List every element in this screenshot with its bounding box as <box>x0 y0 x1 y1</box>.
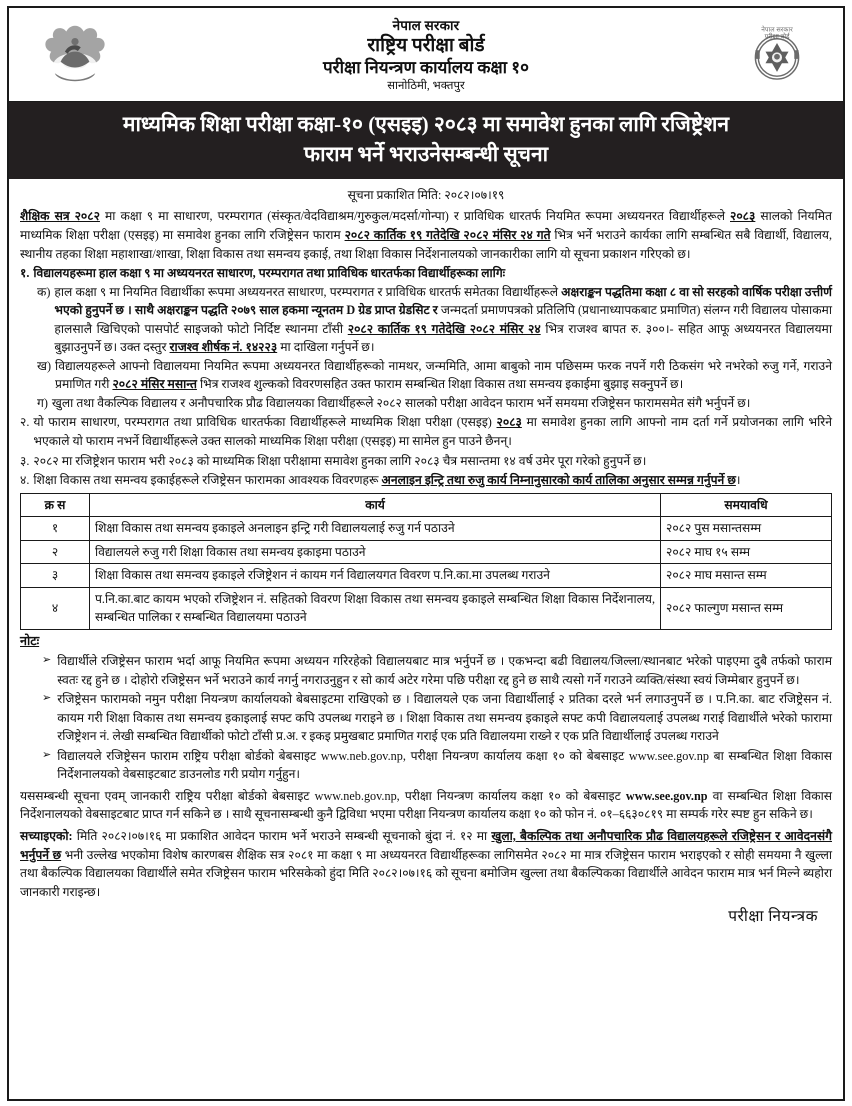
notice-title-line-1: माध्यमिक शिक्षा परीक्षा कक्षा-१० (एसइइ) २०८३ मा समावेश हुनका लागि रजिष्ट्रेशन <box>122 112 730 136</box>
sub-ka-text-2: जन्मदर्ता प्रमाणपत्रको प्रतिलिपि (प्रधानाध्यापकबाट प्रमाणित) संलग्न गरी विद्यालय पोसाकमा हालसालै खिचिएको पासपोर्ट साइजको फोटो निर्दिष्ट स्थानमा टाँसी <box>54 303 832 336</box>
document-masthead <box>9 8 843 102</box>
point-1-sub-ga <box>20 394 832 413</box>
svg-text:परीक्षा बोर्ड: परीक्षा बोर्ड <box>764 33 790 41</box>
sub-ka-bold-1: अक्षराङ्कन पद्धतिमा कक्षा ८ वा सो सरहको वार्षिक परीक्षा उत्तीर्ण भएको हुनुपर्ने छ । साथै अक्षराङ्कन पद्धति २०७९ साल हकमा न्यूनतम D ग्रेड प्राप्त ग्रेडसिट र <box>54 284 832 318</box>
notice-title-line-2: फाराम भर्ने भराउनेसम्बन्धी सूचना <box>303 142 549 167</box>
row-3-timeline: २०८२ माघ मसान्त सम्म <box>661 564 832 588</box>
sub-ga-text: खुला तथा वैकल्पिक विद्यालय र अनौपचारिक प्रौढ विद्यालयका विद्यार्थीहरूले २०८२ सालको परीक्षा आवेदन फाराम भर्ने समयमा रजिष्ट्रेसन फारामसमेत संगै भर्नुपर्ने छ। <box>51 395 751 410</box>
intro-year-highlight: २०८३ <box>730 209 756 224</box>
point-3 <box>20 452 832 471</box>
sub-ka-text-4: मा दाखिला गर्नुपर्ने छ। <box>277 340 375 355</box>
point-2 <box>20 413 832 450</box>
table-row <box>21 587 832 629</box>
row-2-timeline: २०८२ माघ १५ सम्म <box>661 540 832 564</box>
publish-date: सूचना प्रकाशित मिति: २०८२।०७।१९ <box>347 187 505 202</box>
row-3-task: शिक्षा विकास तथा समन्वय इकाइले रजिष्ट्रेशन नं कायम गर्न विद्यालयगत विवरण प.नि.का.मा उपलब्ध गराउने <box>90 564 661 588</box>
note-item-1-text: विद्यार्थीले रजिष्ट्रेसन फाराम भर्दा आफू नियमित रूपमा अध्ययन गरिरहेको विद्यालयबाट मात्र भर्नुपर्ने छ । एकभन्दा बढी विद्यालय/जिल्ला/स्थानबाट भरेको पाइएमा दुबै तर्फको फाराम स्वतः रद्द हुने छ । दोहोरो रजिष्ट्रेसन भर्ने भराउने कार्य नगर्नु नगराउनुहुन र सो कार्य अटेर गरेमा पछि परीक्षा रद्द हुने छ साथै त्यसो गर्ने गराउने व्यक्ति/संस्था स्वयं जिम्मेबार हुनुपर्ने छ। <box>57 654 832 687</box>
sub-kha-deadline: २०८२ मंसिर मसान्त <box>112 377 197 392</box>
intro-paragraph <box>20 207 832 263</box>
column-header-sn: क्र स <box>21 493 90 517</box>
row-2-sn: २ <box>21 540 90 564</box>
table-row <box>21 564 832 588</box>
point-2-text <box>33 413 832 450</box>
note-item-3 <box>20 747 832 784</box>
sub-ka-marker: क) <box>37 284 51 299</box>
note-item-1 <box>20 652 832 689</box>
point-4-text-2: । <box>735 473 741 488</box>
intro-text-3: भित्र भर्ने भराउने कार्यका लागि सम्बन्धित सबै विद्यार्थी, विद्यालय, स्थानीय तहका शिक्षा महाशाखा/शाखा, शिक्षा विकास तथा समन्वय इकाई, तथा शिक्षा विकास निर्देशनालयको जानकारीका लागि यो सूचना प्रकाशन गरिएको छ। <box>20 227 832 261</box>
table-row <box>21 517 832 541</box>
point-3-number: ३. <box>20 453 30 468</box>
neb-website-url: www.neb.gov.np <box>314 788 397 803</box>
see-website-url: www.see.gov.np <box>625 788 708 803</box>
point-2-text-1: यो फाराम साधारण, परम्परागत तथा प्राविधिक धारतर्फका विद्यार्थीहरूले माध्यमिक शिक्षा परीक्षा (एसइइ) <box>33 415 497 430</box>
correction-text-2: भनी उल्लेख भएकोमा विशेष कारणबस शैक्षिक सत्र २०८१ मा कक्षा ९ मा अध्ययनरत विद्यार्थीहरूका लागिसमेत २०८२ मा मात्र रजिष्ट्रेसन फाराम भराइएको र सोही समयमा नै खुल्ला तथा बैकल्पिक विद्यालयका विद्यार्थीले समेत रजिष्ट्रेसन फाराम भरिसकेको हुंदा मिति २०८२।०७।१६ को सूचना बमोजिम खुल्ला तथा बैकल्पिकका विद्यार्थीले आवेदन फाराम मात्र भर्न मिल्ने ब्यहोरा जानकारी गराइन्छ। <box>20 847 832 899</box>
row-4-task: प.नि.का.बाट कायम भएको रजिष्ट्रेशन नं. सहितको विवरण शिक्षा विकास तथा समन्वय इकाइले सम्बन्धित शिक्षा विकास निर्देशनालय, सम्बन्धित पालिका र सम्बन्धित विद्यालयमा पठाउने <box>90 587 661 629</box>
point-4-highlight: अनलाइन इन्ट्रि तथा रुजु कार्य निम्नानुसारको कार्य तालिका अनुसार सम्मन्न गर्नुपर्ने छ <box>381 473 736 488</box>
table-row <box>21 540 832 564</box>
note-item-2 <box>20 690 832 746</box>
bullet-arrow-icon: ➢ <box>42 692 52 705</box>
point-2-text-2: मा समावेश हुनका लागि आफ्नो नाम दर्ता गर्ने प्रयोजनका लागि भरिने भएकाले यो फाराम नभर्ने विद्यार्थीहरूले उक्त सालको माध्यमिक शिक्षा परीक्षा (एसइइ) मा सामेल हुन पाउने छैनन्। <box>33 415 832 448</box>
sub-ga-marker: ग) <box>37 395 48 410</box>
point-4-number: ४. <box>20 473 30 488</box>
contact-text-1: यससम्बन्धी सूचना एवम् जानकारी राष्ट्रिय परीक्षा बोर्डको बेबसाइट <box>20 788 315 803</box>
point-1-text: विद्यालयहरूमा हाल कक्षा ९ मा अध्ययनरत साधारण, परम्परागत तथा प्राविधिक धारतर्फका विद्यार्थीहरूका लागिः <box>33 266 506 281</box>
intro-text-2: सालको नियमित माध्यमिक शिक्षा परीक्षा (एसइइ) मा समावेश हुनका लागि रजिष्ट्रेसन फाराम <box>20 209 833 242</box>
point-1-sub-ka <box>20 283 832 357</box>
notice-title-banner <box>9 102 843 179</box>
national-examination-board-logo <box>721 20 833 92</box>
row-1-sn: १ <box>21 517 90 541</box>
row-3-sn: ३ <box>21 564 90 588</box>
sub-ka-text-1: हाल कक्षा ९ मा नियमित विद्यार्थीका रूपमा अध्ययनरत साधारण, परम्परागत र प्राविधिक धारतर्फ समेतका विद्यार्थीहरूले <box>54 284 562 299</box>
contact-paragraph <box>20 787 832 824</box>
table-header-row <box>21 493 832 517</box>
intro-session-highlight: शैक्षिक सत्र २०८२ <box>20 209 100 224</box>
column-header-task: कार्य <box>90 493 661 517</box>
masthead-titles <box>131 18 721 94</box>
sub-ka-text <box>54 283 832 357</box>
signatory-title: परीक्षा नियन्त्रक <box>728 908 818 926</box>
intro-text-1: मा कक्षा ९ मा साधारण, परम्परागत (संस्कृत/वेदविद्याश्रम/गुरुकुल/मदर्सा/गोन्पा) र प्राविधिक धारतर्फ नियमित रूपमा अध्ययनरत विद्यार्थीहरूले <box>99 209 730 224</box>
sub-kha-text <box>55 357 832 394</box>
sub-kha-text-2: भित्र राजश्व शुल्कको विवरणसहित उक्त फाराम सम्बन्धित शिक्षा विकास तथा समन्वय इकाईमा बुझाइ सक्नुपर्ने छ। <box>196 377 684 392</box>
point-4 <box>20 471 832 490</box>
note-item-3-text: विद्यालयले रजिष्ट्रेसन फाराम राष्ट्रिय परीक्षा बोर्डको बेबसाइट www.neb.gov.np, परीक्षा नियन्त्रण कार्यालय कक्षा १० को बेबसाइट www.see.gov.np बा सम्बन्धित शिक्षा विकास निर्देशनालयको वेबसाइटबाट डाउनलोड गरी प्रयोग गर्नुहुन। <box>57 748 832 782</box>
point-2-number: २. <box>20 415 30 430</box>
notice-body <box>9 179 843 1099</box>
row-2-task: विद्यालयले रुजु गरी शिक्षा विकास तथा समन्वय इकाइमा पठाउने <box>90 540 661 564</box>
contact-text-3: वा सम्बन्धित शिक्षा विकास निर्देशनालयको वेबसाइटबाट प्राप्त गर्न सकिने छ । साथै सूचनासम्बन्धी कुनै द्विविधा भएमा परीक्षा नियन्त्रण कार्यालय कक्षा १० को फोन नं. ०१–६६३०८१९ मा सम्पर्क गरेर स्पष्ट हुन सकिने छ। <box>20 788 832 822</box>
correction-quoted-clause: खुला, बैकल्पिक तथा अनौपचारिक प्रौढ विद्यालयहरूले रजिष्ट्रेसन र आवेदनसंगै भर्नुपर्ने छ <box>20 828 832 862</box>
org-name-board: राष्ट्रिय परीक्षा बोर्ड <box>367 34 485 56</box>
org-name-government: नेपाल सरकार <box>392 18 460 34</box>
bullet-arrow-icon: ➢ <box>42 748 52 761</box>
point-3-text: २०८२ मा रजिष्ट्रेशन फाराम भरी २०८३ को माध्यमिक शिक्षा परीक्षामा समावेश हुनका लागि २०८३ चैत्र मसान्तमा १४ वर्ष उमेर पूरा गरेको हुनुपर्ने छ। <box>33 453 647 468</box>
point-4-text <box>33 471 832 490</box>
point-4-text-1: शिक्षा विकास तथा समन्वय इकाईहरूले रजिष्ट्रेसन फारामका आवश्यक विवरणहरू <box>33 473 382 488</box>
correction-label: सच्याइएको: <box>20 828 73 843</box>
sub-kha-text-1: विद्यालयहरूले आफ्नो विद्यालयमा नियमित रूपमा अध्ययनरत विद्यार्थीहरूको नामथर, जन्ममिति, आमा बाबुको नाम पछिसम्म फरक नपर्ने गरी ठिकसंग भरे नभरेको रुजु गर्ने, गराउने प्रमाणित गरी <box>55 358 832 392</box>
sub-kha-marker: ख) <box>37 358 52 373</box>
column-header-timeline: समयावधि <box>661 493 832 517</box>
row-1-task: शिक्षा विकास तथा समन्वय इकाइले अनलाइन इन्ट्रि गरी विद्यालयलाई रुजु गर्न पठाउने <box>90 517 661 541</box>
bullet-arrow-icon: ➢ <box>42 654 52 667</box>
svg-text:नेपाल सरकार: नेपाल सरकार <box>761 26 793 34</box>
point-1 <box>20 264 832 283</box>
row-4-sn: ४ <box>21 587 90 629</box>
nepal-government-emblem <box>19 20 131 92</box>
work-schedule-table <box>20 493 832 630</box>
point-1-number: १. <box>20 266 30 281</box>
intro-date-range: २०८२ कार्तिक १९ गतेदेखि २०८२ मंसिर २४ गते <box>344 227 551 242</box>
correction-paragraph <box>20 827 832 901</box>
row-1-timeline: २०८२ पुस मसान्तसम्म <box>661 517 832 541</box>
org-name-office: परीक्षा नियन्त्रण कार्यालय कक्षा १० <box>323 58 529 78</box>
row-4-timeline: २०८२ फाल्गुण मसान्त सम्म <box>661 587 832 629</box>
point-2-year: २०८३ <box>496 415 522 430</box>
point-1-sub-kha <box>20 357 832 394</box>
correction-text-1: मिति २०८२।०७।१६ मा प्रकाशित आवेदन फाराम भर्ने भराउने सम्बन्धी सूचनाको बुंदा नं. १२ मा <box>72 828 492 843</box>
sub-ka-text-3: भित्र राजश्व बापत रु. ३००।- सहित आफू अध्ययनरत विद्यालयमा बुझाउनुपर्ने छ। उक्त दस्तुर <box>54 321 832 355</box>
notes-heading: नोटः <box>20 633 40 648</box>
contact-text-2: , परीक्षा नियन्त्रण कार्यालय कक्षा १० को बेबसाइट <box>396 788 626 803</box>
sub-ka-revenue-head: राजश्व शीर्षक नं. १४२२३ <box>169 340 278 355</box>
org-address: सानोठिमी, भक्तपुर <box>387 80 465 93</box>
document-frame <box>7 6 845 1101</box>
sub-ka-date-range: २०८२ कार्तिक १९ गतेदेखि २०८२ मंसिर २४ <box>347 321 541 336</box>
note-item-2-text: रजिष्ट्रेसन फारामको नमुन परीक्षा नियन्त्रण कार्यालयको बेबसाइटमा राखिएको छ । विद्यालयले एक जना विद्यार्थीलाई २ प्रतिका दरले भर्न लगाउनुपर्ने छ । प.नि.का. बाट रजिष्ट्रेसन नं. कायम गरी शिक्षा विकास तथा समन्वय इकाइलाई सफ्ट कपि उपलब्ध गराइने छ । शिक्षा विकास तथा समन्वय इकाइले सफ्ट कपी विद्यालयलाई उपलब्ध गराई विद्यार्थीले भरेको फारामा रजिष्ट्रेशन नं. लेखी सम्बन्धित विद्यार्थीको फोटो टाँसी प्र.अ. र इकइ प्रमुखबाट प्रमाणित गराई एक प्रति विद्यालयमा राख्ने र एक प्रति विद्यार्थीलाई उपलब्ध गराउने <box>57 692 832 744</box>
